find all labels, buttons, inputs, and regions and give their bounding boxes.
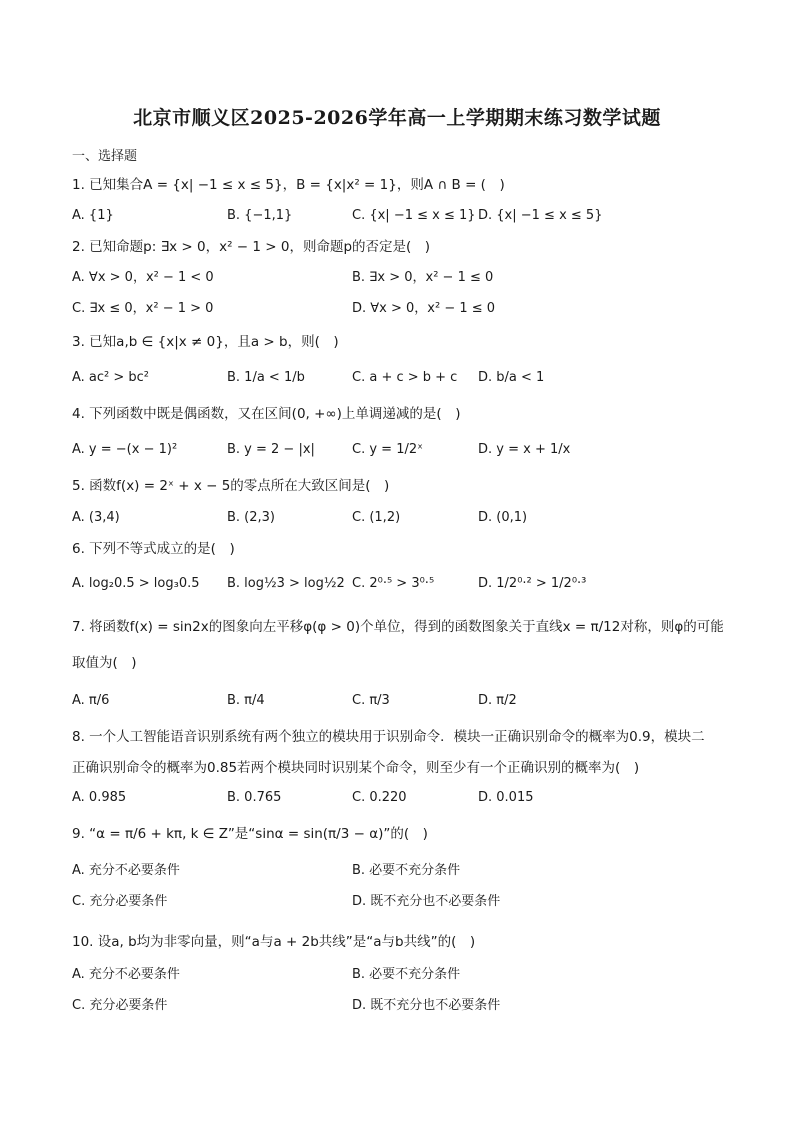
question-3-option-d[interactable]: D. b/a < 1 bbox=[478, 370, 545, 385]
question-7-option-d[interactable]: D. π/2 bbox=[478, 693, 517, 708]
question-10-option-b[interactable]: B. 必要不充分条件 bbox=[352, 967, 461, 982]
question-7-option-b[interactable]: B. π/4 bbox=[227, 693, 265, 708]
question-1-option-b[interactable]: B. {−1,1} bbox=[227, 208, 293, 223]
question-1-option-c[interactable]: C. {x| −1 ≤ x ≤ 1} bbox=[352, 208, 476, 223]
question-4-option-b[interactable]: B. y = 2 − |x| bbox=[227, 442, 315, 457]
exam-title: 北京市顺义区2025-2026学年高一上学期期末练习数学试题 bbox=[133, 107, 661, 129]
question-7-option-c[interactable]: C. π/3 bbox=[352, 693, 390, 708]
question-7-stem: 7. 将函数f(x) = sin2x的图象向左平移φ(φ > 0)个单位，得到的函数图象关于直线x = π/12对称，则φ的可能 bbox=[72, 619, 724, 635]
question-2-option-d[interactable]: D. ∀x > 0，x² − 1 ≤ 0 bbox=[352, 301, 496, 316]
question-8-stem-continued: 正确识别命令的概率为0.85若两个模块同时识别某个命令，则至少有一个正确识别的概率为( ) bbox=[72, 760, 640, 776]
question-9-option-d[interactable]: D. 既不充分也不必要条件 bbox=[352, 894, 501, 909]
question-3-option-a[interactable]: A. ac² > bc² bbox=[72, 370, 150, 385]
question-6-option-a[interactable]: A. log₂0.5 > log₃0.5 bbox=[72, 576, 200, 591]
question-6-option-d[interactable]: D. 1/2⁰·² > 1/2⁰·³ bbox=[478, 576, 587, 591]
question-9-stem: 9. “α = π/6 + kπ, k ∈ Z”是“sinα = sin(π/3 − α)”的( ) bbox=[72, 826, 428, 842]
question-5-option-c[interactable]: C. (1,2) bbox=[352, 510, 401, 525]
question-6-option-b[interactable]: B. log½3 > log½2 bbox=[227, 576, 345, 591]
question-8-option-b[interactable]: B. 0.765 bbox=[227, 790, 282, 805]
question-9-option-a[interactable]: A. 充分不必要条件 bbox=[72, 863, 180, 878]
question-7-stem-continued: 取值为( ) bbox=[72, 655, 137, 671]
question-6-option-c[interactable]: C. 2⁰·⁵ > 3⁰·⁵ bbox=[352, 576, 435, 591]
question-6-stem: 6. 下列不等式成立的是( ) bbox=[72, 541, 235, 557]
question-2-option-b[interactable]: B. ∃x > 0，x² − 1 ≤ 0 bbox=[352, 270, 494, 285]
question-3-option-c[interactable]: C. a + c > b + c bbox=[352, 370, 458, 385]
question-10-option-c[interactable]: C. 充分必要条件 bbox=[72, 998, 168, 1013]
question-5-option-a[interactable]: A. (3,4) bbox=[72, 510, 120, 525]
question-4-option-d[interactable]: D. y = x + 1/x bbox=[478, 442, 571, 457]
question-8-option-a[interactable]: A. 0.985 bbox=[72, 790, 127, 805]
question-4-stem: 4. 下列函数中既是偶函数，又在区间(0, +∞)上单调递减的是( ) bbox=[72, 406, 461, 422]
question-9-option-b[interactable]: B. 必要不充分条件 bbox=[352, 863, 461, 878]
question-1-stem: 1. 已知集合A = {x| −1 ≤ x ≤ 5}，B = {x|x² = 1}，则A ∩ B = ( ) bbox=[72, 177, 505, 193]
question-4-option-a[interactable]: A. y = −(x − 1)² bbox=[72, 442, 178, 457]
question-8-stem: 8. 一个人工智能语音识别系统有两个独立的模块用于识别命令．模块一正确识别命令的概率为0.9，模块二 bbox=[72, 729, 705, 745]
question-3-option-b[interactable]: B. 1/a < 1/b bbox=[227, 370, 305, 385]
question-7-option-a[interactable]: A. π/6 bbox=[72, 693, 110, 708]
question-3-stem: 3. 已知a,b ∈ {x|x ≠ 0}，且a > b，则( ) bbox=[72, 334, 339, 350]
question-2-stem: 2. 已知命题p: ∃x > 0，x² − 1 > 0，则命题p的否定是( ) bbox=[72, 239, 431, 255]
question-8-option-c[interactable]: C. 0.220 bbox=[352, 790, 407, 805]
section-heading: 一、选择题 bbox=[72, 149, 138, 164]
question-2-option-c[interactable]: C. ∃x ≤ 0，x² − 1 > 0 bbox=[72, 301, 214, 316]
question-10-option-a[interactable]: A. 充分不必要条件 bbox=[72, 967, 180, 982]
question-5-stem: 5. 函数f(x) = 2ˣ + x − 5的零点所在大致区间是( ) bbox=[72, 478, 390, 494]
question-10-stem: 10. 设a, b均为非零向量，则“a与a + 2b共线”是“a与b共线”的( ) bbox=[72, 934, 476, 950]
question-2-option-a[interactable]: A. ∀x > 0，x² − 1 < 0 bbox=[72, 270, 214, 285]
question-9-option-c[interactable]: C. 充分必要条件 bbox=[72, 894, 168, 909]
question-1-option-d[interactable]: D. {x| −1 ≤ x ≤ 5} bbox=[478, 208, 603, 223]
question-1-option-a[interactable]: A. {1} bbox=[72, 208, 114, 223]
question-8-option-d[interactable]: D. 0.015 bbox=[478, 790, 534, 805]
question-5-option-d[interactable]: D. (0,1) bbox=[478, 510, 528, 525]
question-5-option-b[interactable]: B. (2,3) bbox=[227, 510, 276, 525]
question-4-option-c[interactable]: C. y = 1/2ˣ bbox=[352, 442, 423, 457]
question-10-option-d[interactable]: D. 既不充分也不必要条件 bbox=[352, 998, 501, 1013]
